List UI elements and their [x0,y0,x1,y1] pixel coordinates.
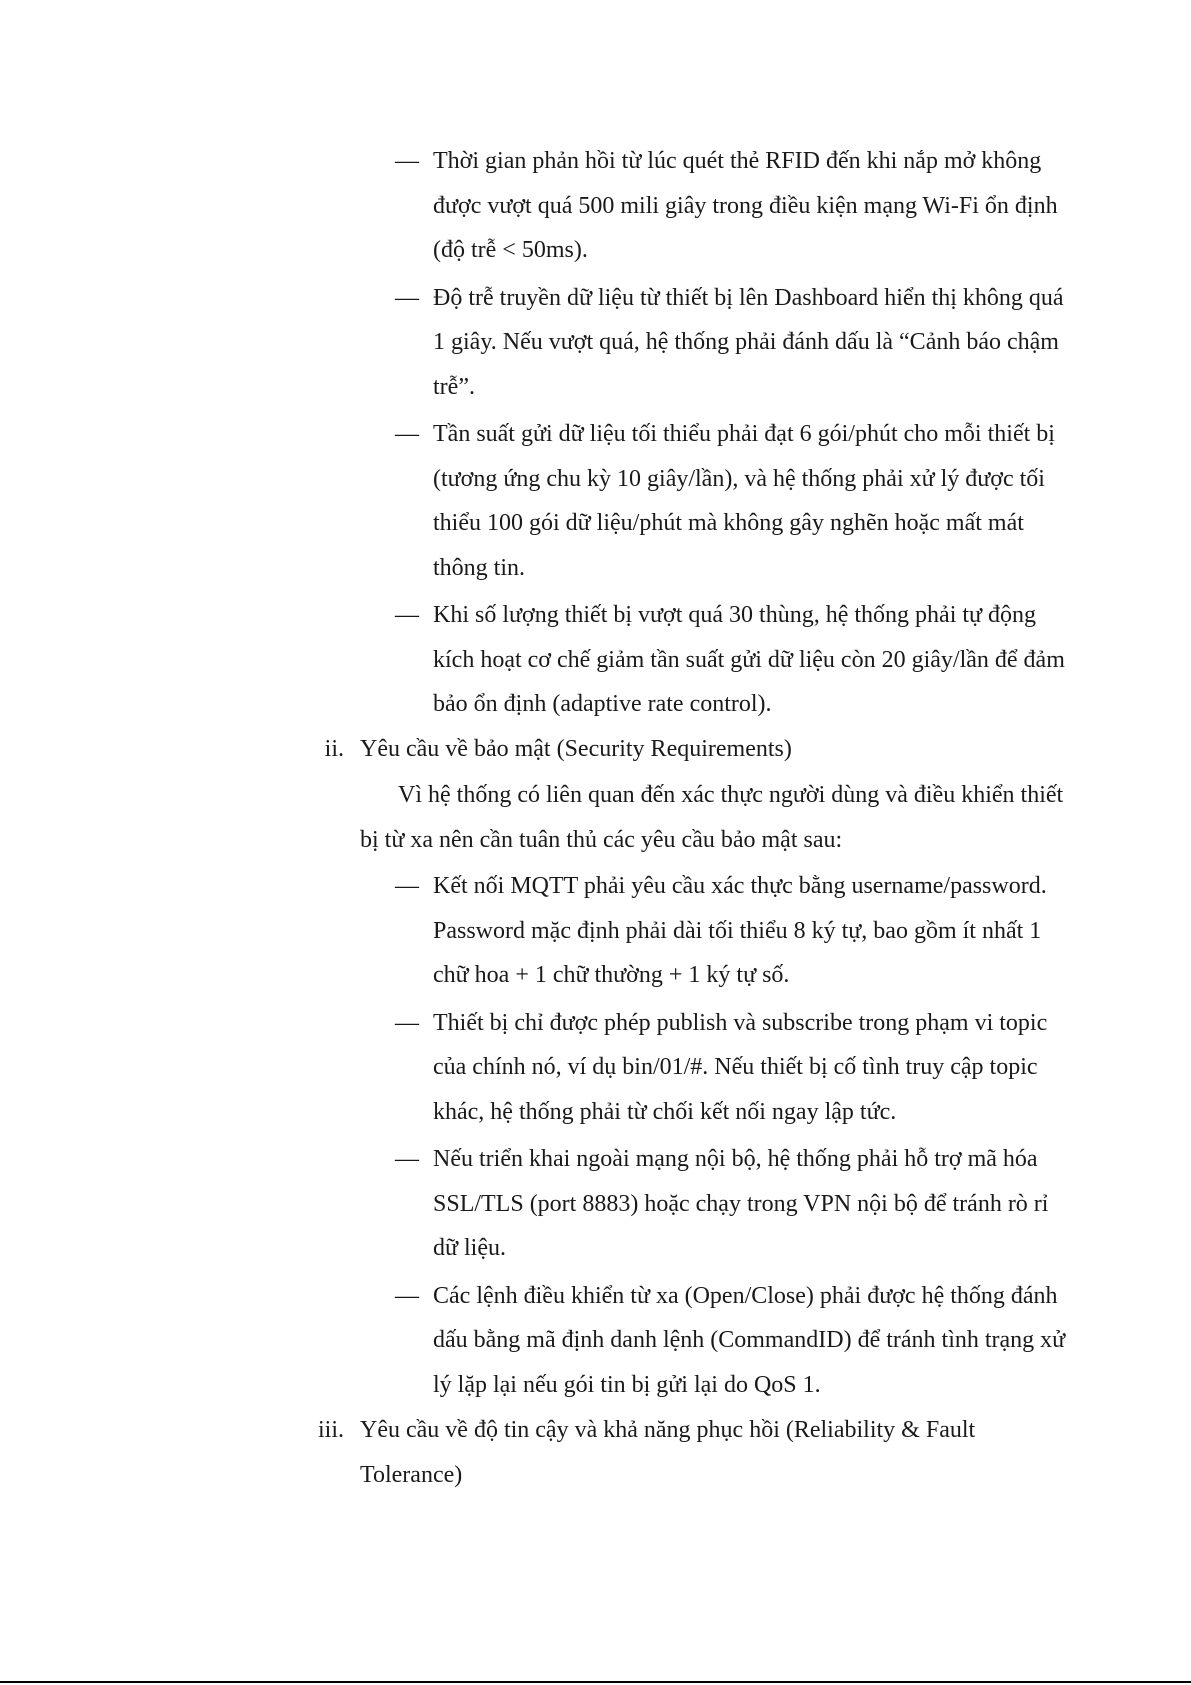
list-item: — Kết nối MQTT phải yêu cầu xác thực bằng username/password. Password mặc định phải dài tối thiểu 8 ký tự, bao gồm ít nhất 1 chữ hoa + 1 chữ thường + 1 ký tự số. [395,864,1075,998]
page-bottom-rule [0,1681,1191,1683]
dash-bullet: — [395,1282,419,1309]
list-item: — Thời gian phản hồi từ lúc quét thẻ RFID đến khi nắp mở không được vượt quá 500 mili giây trong điều kiện mạng Wi-Fi ổn định (độ trễ < 50ms). [395,139,1075,273]
dash-bullet: — [395,284,419,311]
dash-bullet: — [395,1009,419,1036]
dash-bullet: — [395,148,419,174]
section-number: iii. [317,1417,344,1443]
list-item: — Khi số lượng thiết bị vượt quá 30 thùng, hệ thống phải tự động kích hoạt cơ chế giảm tần suất gửi dữ liệu còn 20 giây/lần để đảm bảo ổn định (adaptive rate control). [395,593,1075,727]
list-item: — Độ trễ truyền dữ liệu từ thiết bị lên Dashboard hiển thị không quá 1 giây. Nếu vượt quá, hệ thống phải đánh dấu là “Cảnh báo chậm trễ”. [395,276,1075,410]
section-ii-intro: Vì hệ thống có liên quan đến xác thực người dùng và điều khiển thiết bị từ xa nên cần tuân thủ các yêu cầu bảo mật sau: [360,782,1064,853]
section-title-line1: Yêu cầu về độ tin cậy và khả năng phục hồi (Reliability & Fault [360,1417,976,1443]
dash-bullet: — [395,421,419,447]
list-item: — Tần suất gửi dữ liệu tối thiểu phải đạt 6 gói/phút cho mỗi thiết bị (tương ứng chu kỳ 10 giây/lần), và hệ thống phải xử lý được tối thiểu 100 gói dữ liệu/phút mà không gây nghẽn hoặc mất mát thông tin. [395,412,1075,590]
list-item: — Thiết bị chỉ được phép publish và subscribe trong phạm vi topic của chính nó, ví dụ bin/01/#. Nếu thiết bị cố tình truy cập topic khác, hệ thống phải từ chối kết nối ngay lập tức. [395,1001,1075,1135]
section-title-line2: Tolerance) [360,1462,463,1488]
dash-bullet: — [395,1146,419,1172]
list-item: — Nếu triển khai ngoài mạng nội bộ, hệ thống phải hỗ trợ mã hóa SSL/TLS (port 8883) hoặc chạy trong VPN nội bộ để tránh rò rỉ dữ liệu. [395,1137,1075,1271]
security-requirements-list [395,864,1075,1410]
section-number: ii. [324,736,344,762]
performance-requirements-list [395,139,1075,730]
section-title: Yêu cầu về bảo mật (Security Requirements) [360,736,792,762]
dash-bullet: — [395,873,419,899]
list-item: — Các lệnh điều khiển từ xa (Open/Close) phải được hệ thống đánh dấu bằng mã định danh lệnh (CommandID) để tránh tình trạng xử lý lặp lại nếu gói tin bị gửi lại do QoS 1. [395,1274,1075,1408]
dash-bullet: — [395,602,419,628]
